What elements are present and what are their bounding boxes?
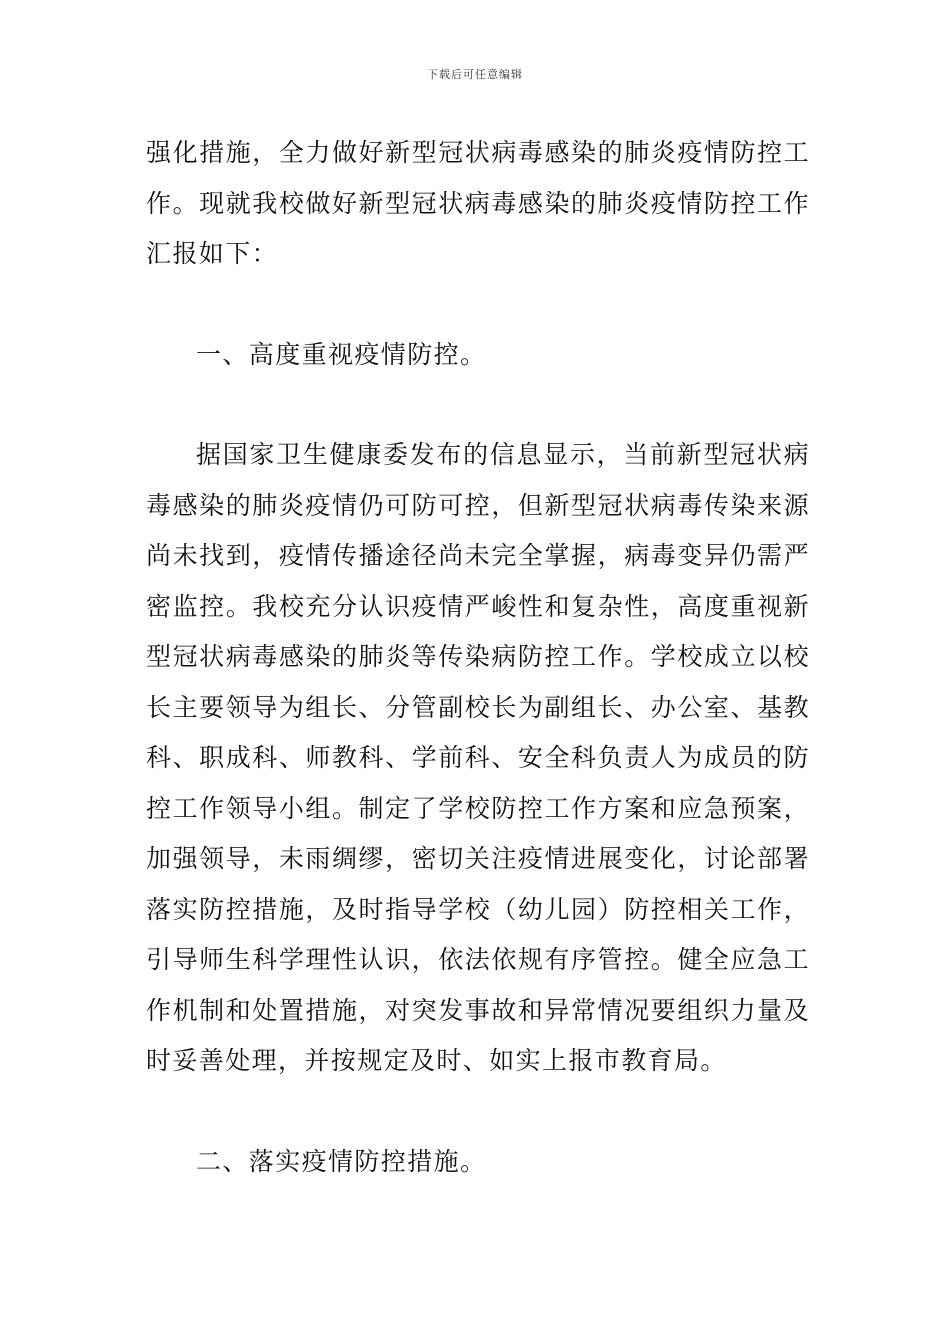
section-paragraph-1: 据国家卫生健康委发布的信息显示，当前新型冠状病毒感染的肺炎疫情仍可防可控，但新型冠状病毒传染来源尚未找到，疫情传播途径尚未完全掌握，病毒变异仍需严密监控。我校充分认识疫情严峻性和复杂性，高度重视新型冠状病毒感染的肺炎等传染病防控工作。学校成立以校长主要领导为组长、分管副校长为副组长、办公室、基教科、职成科、师教科、学前科、安全科负责人为成员的防控工作领导小组。制定了学校防控工作方案和应急预案，加强领导，未雨绸缪，密切关注疫情进展变化，讨论部署落实防控措施，及时指导学校（幼儿园）防控相关工作，引导师生科学理性认识，依法依规有序管控。健全应急工作机制和处置措施，对突发事故和异常情况要组织力量及时妥善处理，并按规定及时、如实上报市教育局。 [146,440,810,1075]
section-heading-1: 一、高度重视疫情防控。 [196,339,487,369]
header-note: 下载后可任意编辑 [427,68,523,81]
document-body [146,128,810,1187]
intro-paragraph: 强化措施，全力做好新型冠状病毒感染的肺炎疫情防控工作。现就我校做好新型冠状病毒感染的肺炎疫情防控工作汇报如下： [146,138,810,268]
section-heading-2: 二、落实疫情防控措施。 [196,1146,487,1176]
